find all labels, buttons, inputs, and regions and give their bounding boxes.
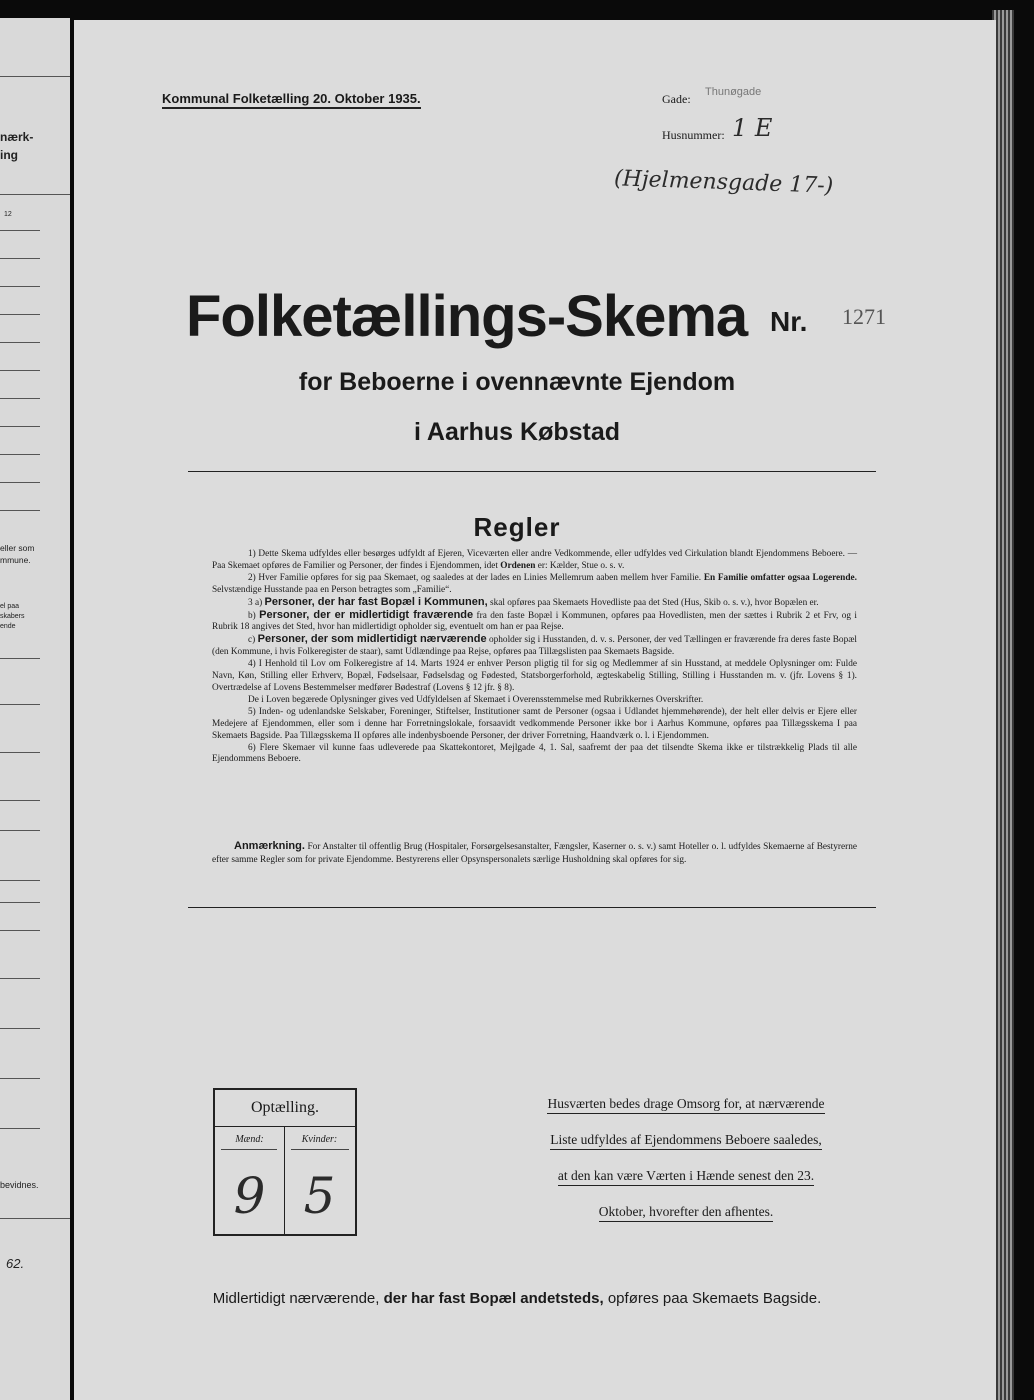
form-number-label: Nr. bbox=[770, 306, 808, 337]
rule-paragraph: 4) I Henhold til Lov om Folkeregistre af 14. Marts 1924 er enhver Person pligtig til for sig og Medlemmer af sin Husstand, at meddele Oplysninger om: Fulde Navn, Køn, Stilling eller Erhverv, Bopæl, Fødselsaar, Fødselsdag og Fødested, Statsborgerforhold, ægteskabelig Stilling, Stilling i Husstanden m. v. (jfr. Lovens § 1). Overtrædelse af Lovens Bestemmelser medfører Bødestraf (Lovens § 12 jfr. § 8). bbox=[212, 659, 857, 693]
street-label: Gade: bbox=[662, 92, 691, 106]
rule-paragraph: 5) Inden- og udenlandske Selskaber, Foreninger, Stiftelser, Institutioner samt de Personer (ogsaa i Udlandet hjemmehørende), der helt eller delvis er Ejere eller Medejere af Ejendommen, eller som i denne har Forretningslokale, forsaavidt vedkommende Personer ikke bor i Aarhus Kommune, opføres paa Tillægsskema I paa Skemaets Bagside. Paa Tillægsskema II opføres alle indenbysboende Personer, der driver Forretning, Haandværk o. l. i Ejendommen. bbox=[212, 706, 857, 741]
house-number-label: Husnummer: bbox=[662, 128, 725, 142]
notice-line: Husværten bedes drage Omsorg for, at nærværende bbox=[547, 1096, 824, 1114]
previous-page-text: eller som bbox=[0, 543, 35, 553]
previous-page-text: bevidnes. bbox=[0, 1180, 39, 1190]
divider bbox=[0, 314, 40, 315]
divider bbox=[0, 1078, 40, 1079]
rule-paragraph: 2) Hver Familie opføres for sig paa Skemaet, og saaledes at der lades en Linies Mellemrum aaben mellem hver Familie. En Familie omfatter ogsaa Logerende. Selvstændige Husstande paa en Person betragtes som „Familie“. bbox=[212, 572, 857, 595]
divider bbox=[0, 930, 40, 931]
women-label: Kvinder: bbox=[301, 1134, 338, 1145]
divider bbox=[0, 800, 40, 801]
divider bbox=[0, 978, 40, 979]
women-count: 5 bbox=[303, 1167, 336, 1225]
count-grid bbox=[215, 1126, 355, 1235]
form-subtitle: for Beboerne i ovennævnte Ejendom bbox=[298, 368, 736, 396]
rule-paragraph: 1) Dette Skema udfyldes eller besørges udfyldt af Ejeren, Viceværten eller andre Vedkommende, eller udfyldes ved Cirkulation blandt Ejendommens Beboere. — Paa Skemaet opføres de Familier og Personer, der findes i Ejendommen, idet Ordenen er: Kælder, Stue o. s. v. bbox=[212, 549, 857, 571]
divider bbox=[0, 1128, 40, 1129]
footer-note: Midlertidigt nærværende, der har fast Bopæl andetsteds, opføres paa Skemaets Bagside. bbox=[212, 1290, 822, 1307]
previous-page-text: nærk- bbox=[0, 130, 34, 144]
previous-page-text: 12 bbox=[4, 211, 12, 218]
divider bbox=[0, 1028, 40, 1029]
divider bbox=[0, 76, 70, 77]
divider bbox=[0, 704, 40, 705]
divider bbox=[0, 830, 40, 831]
notice-line: Oktober, hvorefter den afhentes. bbox=[599, 1204, 774, 1222]
rule-paragraph: De i Loven begærede Oplysninger gives ved Udfyldelsen af Skemaet i Overensstemmelse med Rubrikkernes Overskrifter. bbox=[248, 694, 704, 705]
count-title: Optælling. bbox=[250, 1099, 319, 1116]
previous-page-handwriting: 62. bbox=[6, 1256, 25, 1271]
landlord-notice bbox=[505, 1096, 867, 1240]
previous-page-edge bbox=[0, 18, 70, 1400]
divider bbox=[0, 342, 40, 343]
divider bbox=[0, 658, 40, 659]
divider bbox=[0, 482, 40, 483]
divider bbox=[188, 907, 876, 908]
divider bbox=[291, 1149, 349, 1150]
previous-page-text: ende bbox=[0, 623, 16, 630]
rule-paragraph: b) Personer, der er midlertidigt fraværende fra den faste Bopæl i Kommunen, opføres paa Hovedlisten, men der sættes i Rubrik 2 et Frv, og i Rubrik 18 angives det Sted, hvor han midlertidigt opholder sig, eventuelt om han er paa Rejse. bbox=[212, 608, 857, 633]
form-number-value: 1271 bbox=[842, 304, 886, 329]
divider bbox=[0, 398, 40, 399]
count-box bbox=[213, 1088, 357, 1236]
rule-paragraph: 3 a) Personer, der har fast Bopæl i Kommunen, skal opføres paa Skemaets Hovedliste paa det Sted (Hus, Skib o. s. v.), hvor Bopælen er. bbox=[248, 595, 819, 608]
divider bbox=[0, 880, 40, 881]
divider bbox=[188, 471, 876, 472]
notice-line: Liste udfyldes af Ejendommens Beboere saaledes, bbox=[550, 1132, 821, 1150]
street-value: Thunøgade bbox=[705, 86, 762, 98]
rule-paragraph: 6) Flere Skemaer vil kunne faas udleverede paa Skattekontoret, Mejlgade 4, 1. Sal, saafremt der paa det tilsendte Skema ikke er tilstrækkelig Plads til alle Ejendommens Beboere. bbox=[212, 742, 857, 765]
remark-paragraph: Anmærkning. For Anstalter til offentlig Brug (Hospitaler, Forsørgelsesanstalter, Fængsler, Kaserner o. s. v.) samt Hoteller o. l. udfyldes Skemaerne af Bestyrerne efter samme Regler som for private Ejendomme. Bestyrerens eller Opsynspersonalets særlige Husholdning skal opføres for sig. bbox=[212, 840, 857, 865]
divider bbox=[221, 1149, 277, 1150]
divider bbox=[0, 1218, 70, 1219]
handwritten-note: (Hjelmensgade 17-) bbox=[613, 166, 834, 199]
previous-page-text: skabers bbox=[0, 613, 25, 620]
rules-heading: Regler bbox=[473, 512, 561, 542]
house-number-value: 1 E bbox=[732, 114, 773, 142]
divider bbox=[0, 194, 70, 195]
men-label: Mænd: bbox=[235, 1134, 264, 1145]
divider bbox=[0, 902, 40, 903]
rules-body bbox=[212, 549, 857, 766]
previous-page-text: el paa bbox=[0, 603, 20, 610]
previous-page-text: ing bbox=[0, 148, 18, 162]
form-subtitle: i Aarhus Købstad bbox=[413, 418, 621, 446]
divider bbox=[0, 258, 40, 259]
divider bbox=[0, 510, 40, 511]
men-count: 9 bbox=[233, 1167, 266, 1225]
notice-line: at den kan være Værten i Hænde senest den 23. bbox=[558, 1168, 814, 1186]
divider bbox=[0, 752, 40, 753]
divider bbox=[0, 454, 40, 455]
divider bbox=[0, 230, 40, 231]
previous-page-text: mmune. bbox=[0, 555, 31, 565]
census-header: Kommunal Folketælling 20. Oktober 1935. bbox=[162, 91, 421, 109]
form-title: Folketællings-Skema bbox=[186, 284, 748, 349]
rule-paragraph: c) Personer, der som midlertidigt nærværende opholder sig i Husstanden, d. v. s. Personer, der ved Tællingen er fraværende fra deres faste Bopæl (den Kommune, i hvis Folkeregister de staar), samt Udlændinge paa Rejse, opføres paa Tillægslisten paa Skemaets Bagside. bbox=[212, 633, 858, 658]
divider bbox=[0, 286, 40, 287]
